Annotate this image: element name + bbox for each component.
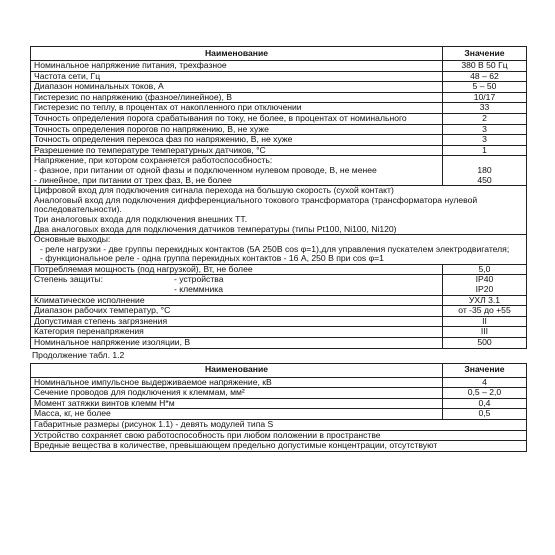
row-value: 5,0: [443, 264, 527, 275]
row-value: 1: [443, 145, 527, 156]
protection-values: [443, 275, 527, 295]
row-value: III: [443, 327, 527, 338]
outputs-text: [31, 235, 527, 265]
header-value: Значение: [443, 363, 527, 377]
note-text: Габаритные размеры (рисунок 1.1) - девять модулей типа S: [31, 420, 527, 431]
table-row: [31, 388, 527, 399]
table-row: [31, 71, 527, 82]
table-row: [31, 316, 527, 327]
row-value: 48 – 62: [443, 71, 527, 82]
table-row: [31, 124, 527, 135]
voltage-line-1: - фазное, при питании от одной фазы и подключенном нулевом проводе, В, не менее: [34, 164, 377, 175]
table-row: [31, 135, 527, 146]
row-name: Момент затяжки винтов клемм Н*м: [31, 398, 443, 409]
row-value: УХЛ 3.1: [443, 295, 527, 306]
header-name: Наименование: [31, 47, 443, 61]
spec-document: [30, 46, 526, 452]
table-row: [31, 377, 527, 388]
table-row: [31, 306, 527, 317]
table-row: [31, 103, 527, 114]
inputs-line-1: Цифровой вход для подключения сигнала перехода на большую скорость (сухой контакт): [34, 185, 394, 196]
voltage-value-2: 450: [477, 174, 492, 185]
note-row: [31, 420, 527, 431]
protection-row: [31, 275, 527, 295]
outputs-line-3: - функциональное реле - одна группа перекидных контактов - 16 А, 250 В при cos φ=1: [40, 253, 384, 264]
spec-table-2: [30, 363, 527, 452]
row-name: Гистерезис по теплу, в процентах от накопленного при отключении: [31, 103, 443, 114]
voltage-row: [31, 156, 527, 186]
row-name: Точность определения порога срабатывания по току, не более, в процентах от номинального: [31, 113, 443, 124]
row-value: 4: [443, 377, 527, 388]
row-name: Номинальное импульсное выдерживаемое напряжение, кВ: [31, 377, 443, 388]
inputs-line-4: Два аналоговых входа для подключения датчиков температуры (типы Pt100, Ni100, Ni120): [34, 223, 397, 234]
row-name: Точность определения перекоса фаз по напряжению, В, не хуже: [31, 135, 443, 146]
row-value: 380 В 50 Гц: [443, 61, 527, 72]
row-name: Точность определения порогов по напряжению, В, не хуже: [31, 124, 443, 135]
row-name: Гистерезис по напряжению (фазное/линейное), В: [31, 92, 443, 103]
note-row: [31, 441, 527, 452]
row-name: Номинальное напряжение изоляции, В: [31, 338, 443, 349]
outputs-line-2: - реле нагрузки - две группы перекидных контактов (5А 250В cos φ=1),для управления пускателем электродвигателя;: [40, 243, 510, 254]
voltage-names: [31, 156, 443, 186]
row-name: Климатическое исполнение: [31, 295, 443, 306]
table-row: [31, 409, 527, 420]
table-row: [31, 145, 527, 156]
voltage-value-1: 180: [477, 164, 492, 175]
table-row: [31, 61, 527, 72]
table-header-row: [31, 363, 527, 377]
inputs-line-2: Аналоговый вход для подключения дифференциального токового трансформатора (трансформатора нулевой последовательности).: [34, 194, 478, 215]
table-row: [31, 113, 527, 124]
note-row: [31, 430, 527, 441]
protection-value-2: IP20: [475, 284, 494, 295]
table-row: [31, 92, 527, 103]
protection-item-1: - устройства: [174, 274, 224, 285]
table-row: [31, 82, 527, 93]
inputs-text: [31, 186, 527, 235]
voltage-title: Напряжение, при котором сохраняется работоспособность:: [34, 155, 273, 166]
protection-label: Степень защиты:: [34, 274, 103, 285]
row-value: 0,5 – 2,0: [443, 388, 527, 399]
voltage-line-2: - линейное, при питании от трех фаз, В, не более: [34, 174, 232, 185]
row-value: от -35 до +55: [443, 306, 527, 317]
protection-value-1: IP40: [475, 274, 494, 285]
header-name: Наименование: [31, 363, 443, 377]
table-row: [31, 398, 527, 409]
row-value: II: [443, 316, 527, 327]
protection-item-2: - клеммника: [174, 284, 223, 295]
row-value: 3: [443, 124, 527, 135]
inputs-row: [31, 186, 527, 235]
row-name: Разрешение по температуре температурных датчиков, °С: [31, 145, 443, 156]
table-row: [31, 264, 527, 275]
spec-table-1: [30, 46, 527, 349]
note-text: Устройство сохраняет свою работоспособность при любом положении в пространстве: [31, 430, 527, 441]
row-value: 0,4: [443, 398, 527, 409]
row-name: Диапазон рабочих температур, °С: [31, 306, 443, 317]
note-text: Вредные вещества в количестве, превышающем предельно допустимые концентрации, отсутствуют: [31, 441, 527, 452]
row-name: Потребляемая мощность (под нагрузкой), Вт, не более: [31, 264, 443, 275]
table-row: [31, 295, 527, 306]
row-value: 0,5: [443, 409, 527, 420]
row-name: Диапазон номинальных токов, А: [31, 82, 443, 93]
inputs-line-3: Три аналоговых входа для подключения внешних ТТ.: [34, 213, 248, 224]
row-value: 3: [443, 135, 527, 146]
table-row: [31, 327, 527, 338]
table-header-row: [31, 47, 527, 61]
row-name: Категория перенапряжения: [31, 327, 443, 338]
row-name: Допустимая степень загрязнения: [31, 316, 443, 327]
row-value: 10/17: [443, 92, 527, 103]
row-value: 33: [443, 103, 527, 114]
row-name: Сечение проводов для подключения к клеммам, мм²: [31, 388, 443, 399]
outputs-row: [31, 235, 527, 265]
outputs-line-1: Основные выходы:: [34, 234, 111, 245]
protection-names: [31, 275, 443, 295]
row-value: 5 – 50: [443, 82, 527, 93]
table-row: [31, 338, 527, 349]
table-caption: Продолжение табл. 1.2: [32, 349, 125, 360]
voltage-values: [443, 156, 527, 186]
row-name: Масса, кг, не более: [31, 409, 443, 420]
row-name: Частота сети, Гц: [31, 71, 443, 82]
header-value: Значение: [443, 47, 527, 61]
row-name: Номинальное напряжение питания, трехфазное: [31, 61, 443, 72]
row-value: 2: [443, 113, 527, 124]
row-value: 500: [443, 338, 527, 349]
